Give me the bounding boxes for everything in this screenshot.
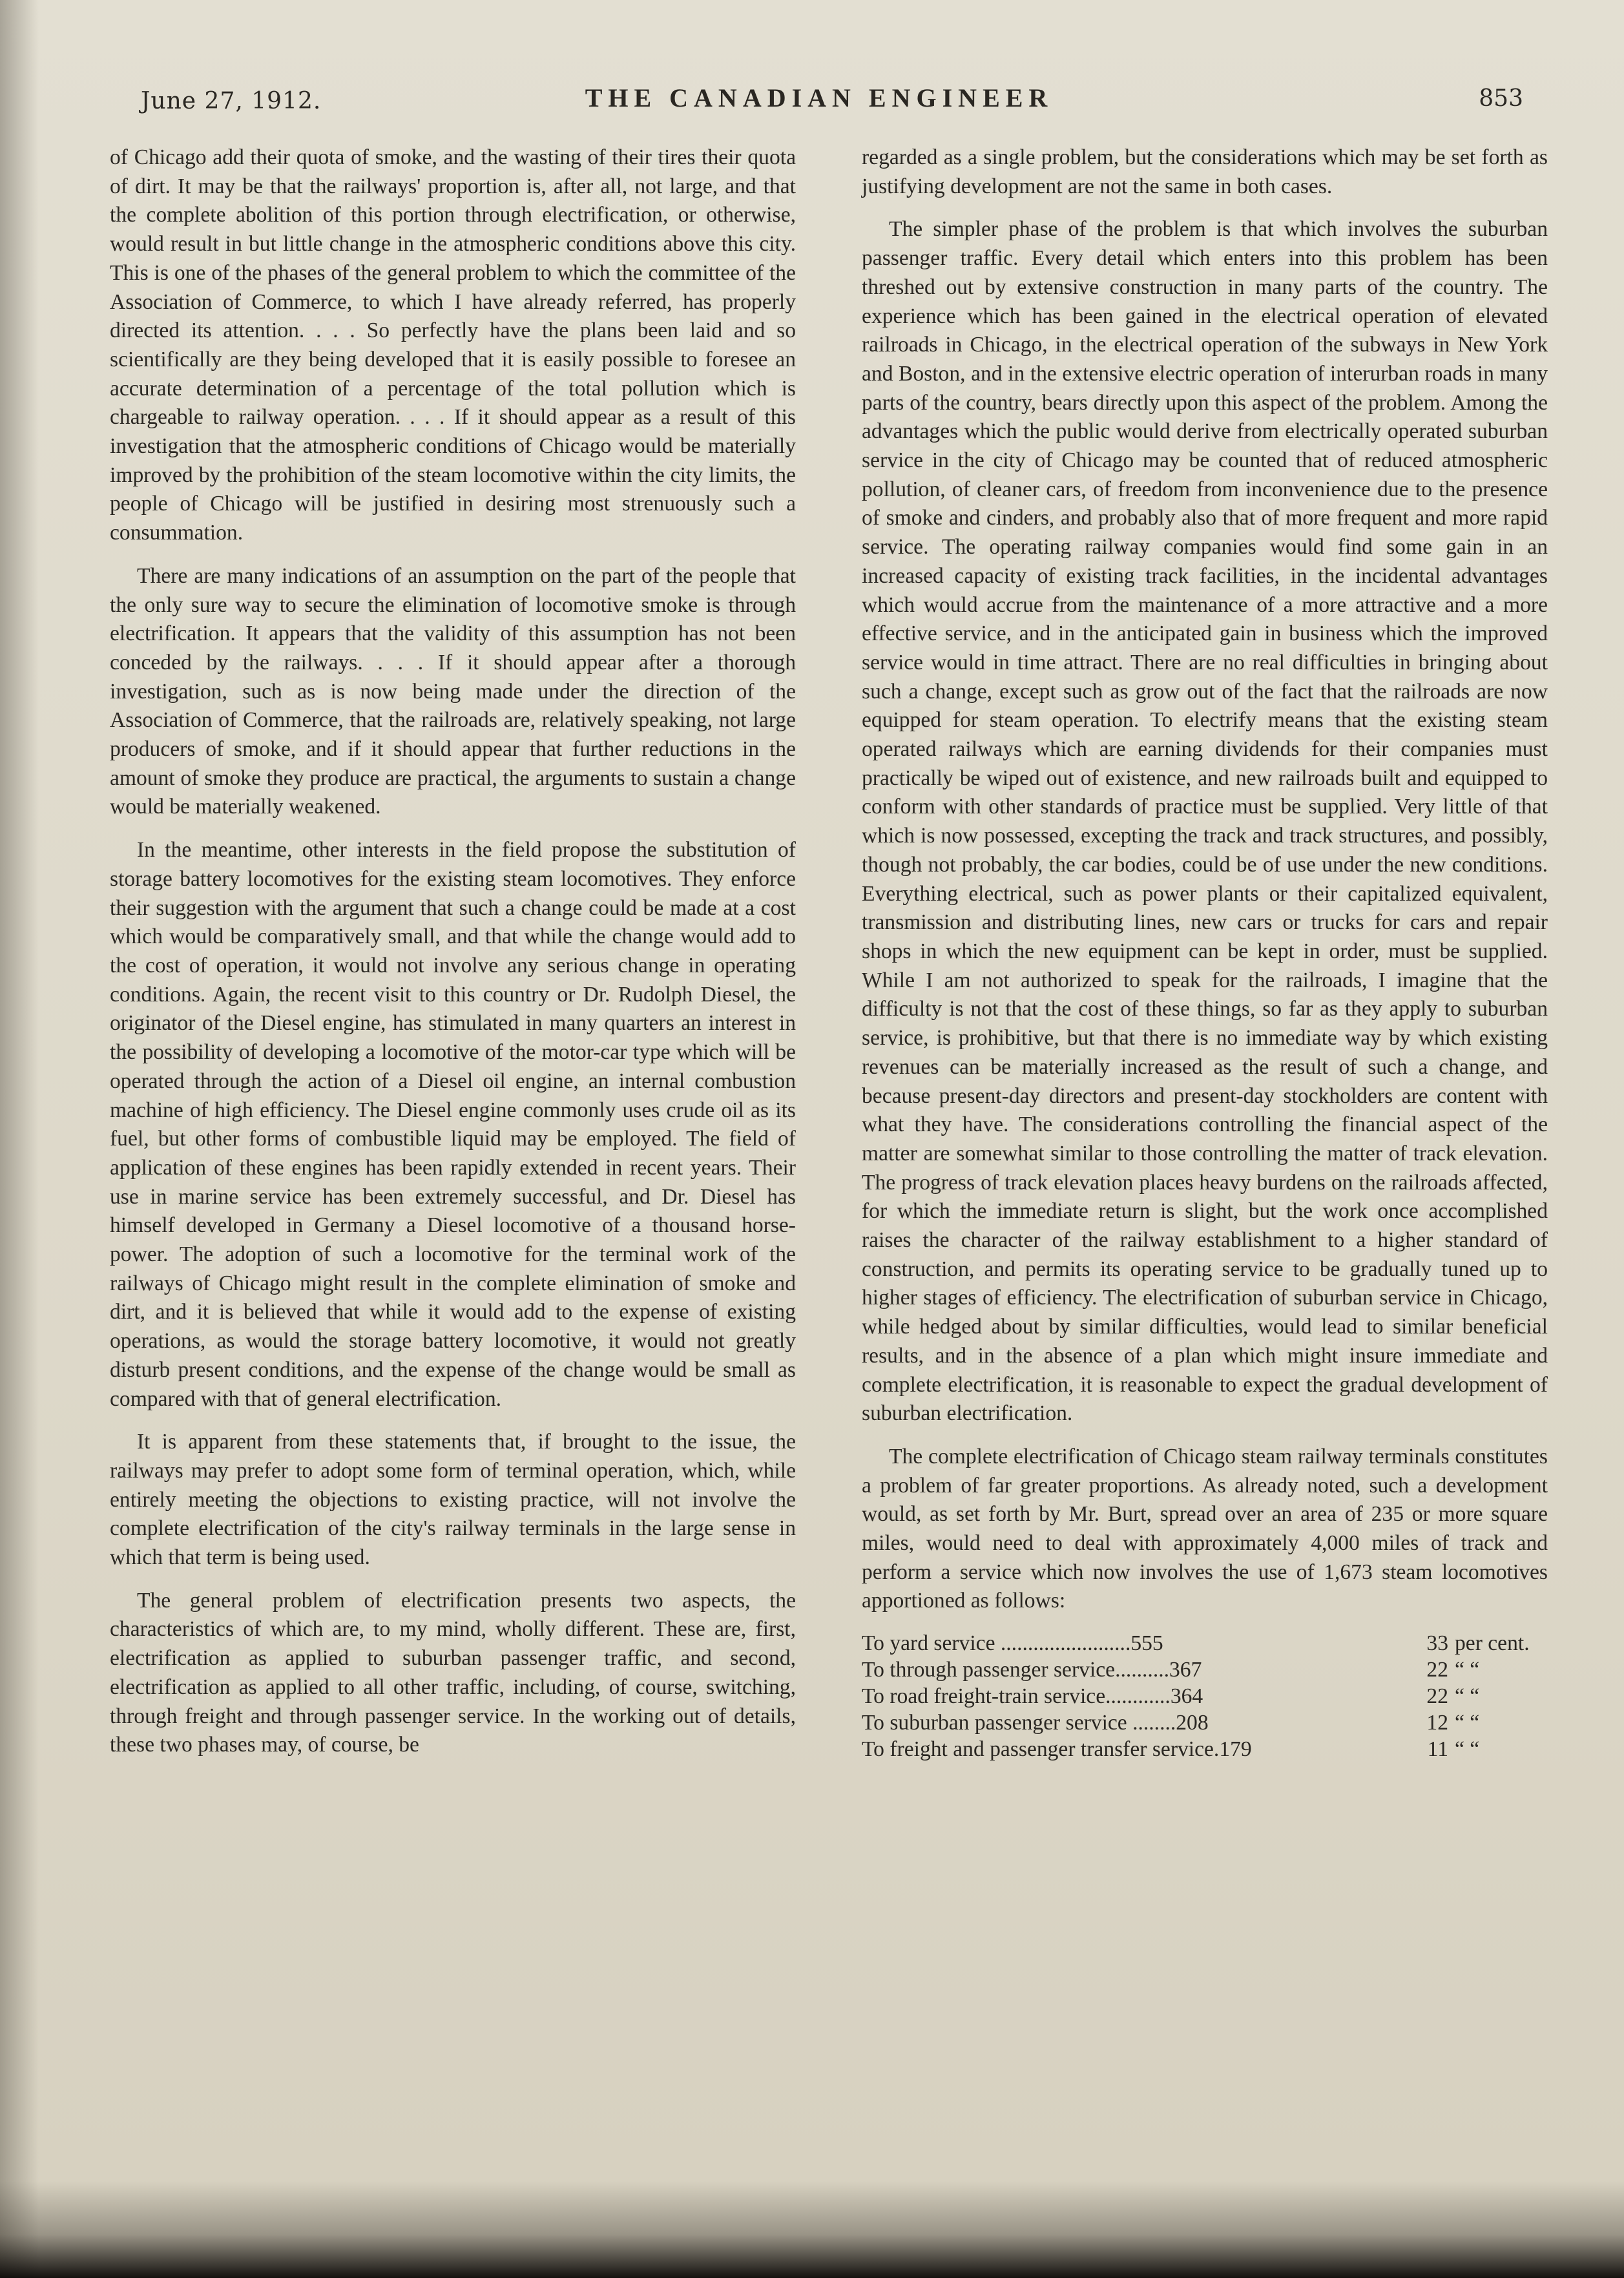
unit-cell: “ “ — [1455, 1684, 1480, 1709]
paragraph: In the meantime, other interests in the field propose the substitution of storage battery locomotives for the existing steam locomotives. They enforce their suggestion with the argument that such a change could be made at a cost which would be comparatively small, and that while the change would add to the cost of operation, it would not involve any serious change in operating conditions. Again, the recent visit to this country or Dr. Rudolph Diesel, the originator of the Diesel engine, has stimulated in many quarters an interest in the possibility of developing a locomotive of the motor-car type which will be operated through the action of a Diesel oil engine, an internal combustion machine of high efficiency. The Diesel engine commonly uses crude oil as its fuel, but other forms of combustible liquid may be employed. The field of application of these engines has been rapidly extended in recent years. Their use in marine service has been extremely successful, and Dr. Diesel has himself developed in Germany a Diesel locomotive of a thousand horse-power. The adoption of such a locomotive for the terminal work of the railways of Chicago might result in the complete elimination of smoke and dirt, and it is believed that while it would add to the expense of existing operations, as would the storage battery locomotive, it would not greatly disturb present conditions, and the expense of the change would be small as compared with that of general electrification. — [110, 838, 796, 1411]
service-cell: To yard service ........................555 — [862, 1631, 1163, 1656]
service-cell: To freight and passenger transfer service.179 — [862, 1737, 1252, 1762]
page-edge-shadow — [0, 0, 39, 2278]
unit-cell: “ “ — [1455, 1658, 1480, 1682]
page-header — [141, 76, 1549, 121]
table-row — [862, 1709, 1553, 1736]
paragraph: of Chicago add their quota of smoke, and the wasting of their tires their quota of dirt. It may be that the railways' proportion is, after all, not large, and that the complete abolition of this portion through electrification, or otherwise, would result in but little change in the atmospheric conditions above this city. This is one of the phases of the general problem to which the committee of the Association of Commerce, to which I have already referred, has properly directed its attention. . . . So perfectly have the plans been laid and so scientifically are they being developed that it is easily possible to foresee an accurate determination of a percentage of the total pollution which is chargeable to railway operation. . . . If it should appear as a result of this investigation that the atmospheric conditions of Chicago would be materially improved by the prohibition of the steam locomotive within the city limits, the people of Chicago will be justified in desiring most strenuously such a consummation. — [110, 145, 796, 545]
locomotive-apportionment-table — [862, 1630, 1553, 1762]
paragraph: The complete electrification of Chicago steam railway terminals constitutes a problem of far greater proportions. As already noted, such a development would, as set forth by Mr. Burt, spread over an area of 235 or more square miles, would need to deal with approximately 4,000 miles of track and perform a service which now involves the use of 1,673 steam locomotives apportioned as follows: — [862, 1444, 1548, 1613]
binding-shadow — [0, 2181, 1624, 2278]
service-cell: To road freight-train service............364 — [862, 1684, 1203, 1709]
service-cell: To through passenger service..........367 — [862, 1658, 1202, 1682]
paragraph: There are many indications of an assumption on the part of the people that the only sure way to secure the elimination of locomotive smoke is through electrification. It appears that the validity of this assumption has not been conceded by the railways. . . . If it should appear after a thorough investigation, such as is now being made under the direction of the Association of Commerce, that the railroads are, relatively speaking, not large producers of smoke, and if it should appear that further reductions in the amount of smoke they produce are practical, the arguments to sustain a change would be materially weakened. — [110, 563, 796, 819]
table-row — [862, 1736, 1553, 1762]
unit-cell: per cent. — [1455, 1631, 1530, 1656]
paragraph: regarded as a single problem, but the considerations which may be set forth as justifying development are not the same in both cases. — [862, 145, 1548, 198]
paragraph: The simpler phase of the problem is that which involves the suburban passenger traffic. Every detail which enters into this problem has been threshed out by extensive construction in many parts of the country. The experience which has been gained in the electrical operation of elevated railroads in Chicago, in the electrical operation of the subways in New York and Boston, and in the extensive electric operation of interurban roads in many parts of the country, bears directly upon this aspect of the problem. Among the advantages which the public would derive from electrically operated suburban service in the city of Chicago may be counted that of reduced atmospheric pollution, of cleaner cars, of freedom from inconvenience due to the presence of smoke and cinders, and probably also that of more frequent and more rapid service. The operating railway companies would find some gain in an increased capacity of existing track facilities, in the incidental advantages which would accrue from the maintenance of a more attractive and a more effective service, and in the anticipated gain in business which the improved service would in time attract. There are no real difficulties in bringing about such a change, except such as grow out of the fact that the railroads are now equipped for steam operation. To electrify means that the existing steam operated railways which are earning dividends for their companies must practically be wiped out of existence, and new railroads built and equipped to conform with other standards of practice must be supplied. Very little of that which is now possessed, excepting the track and track structures, and possibly, though not probably, the car bodies, could be of use under the new conditions. Everything electrical, such as power plants or their capitalized equivalent, transmission and distributing lines, new cars or trucks for cars and repair shops in which the new equipment can be kept in order, must be supplied. While I am not authorized to speak for the railroads, I imagine that the difficulty is not that the cost of these things, so far as they apply to suburban service, is prohibitive, but that there is no immediate way by which existing revenues can be materially increased as the result of such a change, and because present-day directors and present-day stockholders are content with what they have. The considerations controlling the financial aspect of the matter are somewhat similar to those controlling the matter of track elevation. The progress of track elevation places heavy burdens on the railroads affected, for which the immediate return is slight, but the work once accomplished raises the character of the railway establishment to a higher standard of construction, and permits its operating service to be gradually tuned up to higher stages of efficiency. The electrification of suburban service in Chicago, while hedged about by similar difficulties, would lead to similar beneficial results, and in the absence of a plan which might insure immediate and complete electrification, it is reasonable to expect the gradual development of suburban electrification. — [862, 217, 1548, 1426]
service-cell: To suburban passenger service ........208 — [862, 1711, 1209, 1735]
left-column — [110, 143, 796, 1774]
unit-cell: “ “ — [1455, 1737, 1480, 1762]
percent-cell: 33 — [1426, 1631, 1448, 1656]
percent-cell: 22 — [1426, 1684, 1448, 1709]
percent-cell: 11 — [1427, 1737, 1448, 1762]
page-number: 853 — [1479, 85, 1523, 112]
percent-cell: 22 — [1426, 1658, 1448, 1682]
issue-date: June 27, 1912. — [141, 88, 322, 114]
unit-cell: “ “ — [1455, 1711, 1480, 1735]
table-row — [862, 1656, 1553, 1683]
journal-title: THE CANADIAN ENGINEER — [585, 83, 1054, 112]
right-column — [862, 143, 1548, 1762]
table-row — [862, 1630, 1553, 1656]
table-row — [862, 1683, 1553, 1709]
paragraph: The general problem of electrification presents two aspects, the characteristics of which are, to my mind, wholly different. These are, first, electrification as applied to suburban passenger traffic, and second, electrification as applied to all other traffic, including, of course, switching, through freight and through passenger service. In the working out of details, these two phases may, of course, be — [110, 1588, 796, 1757]
paragraph: It is apparent from these statements that, if brought to the issue, the railways may prefer to adopt some form of terminal operation, which, while entirely meeting the objections to existing practice, will not involve the complete electrification of the city's railway terminals in the large sense in which that term is being used. — [110, 1430, 796, 1570]
percent-cell: 12 — [1426, 1711, 1448, 1735]
